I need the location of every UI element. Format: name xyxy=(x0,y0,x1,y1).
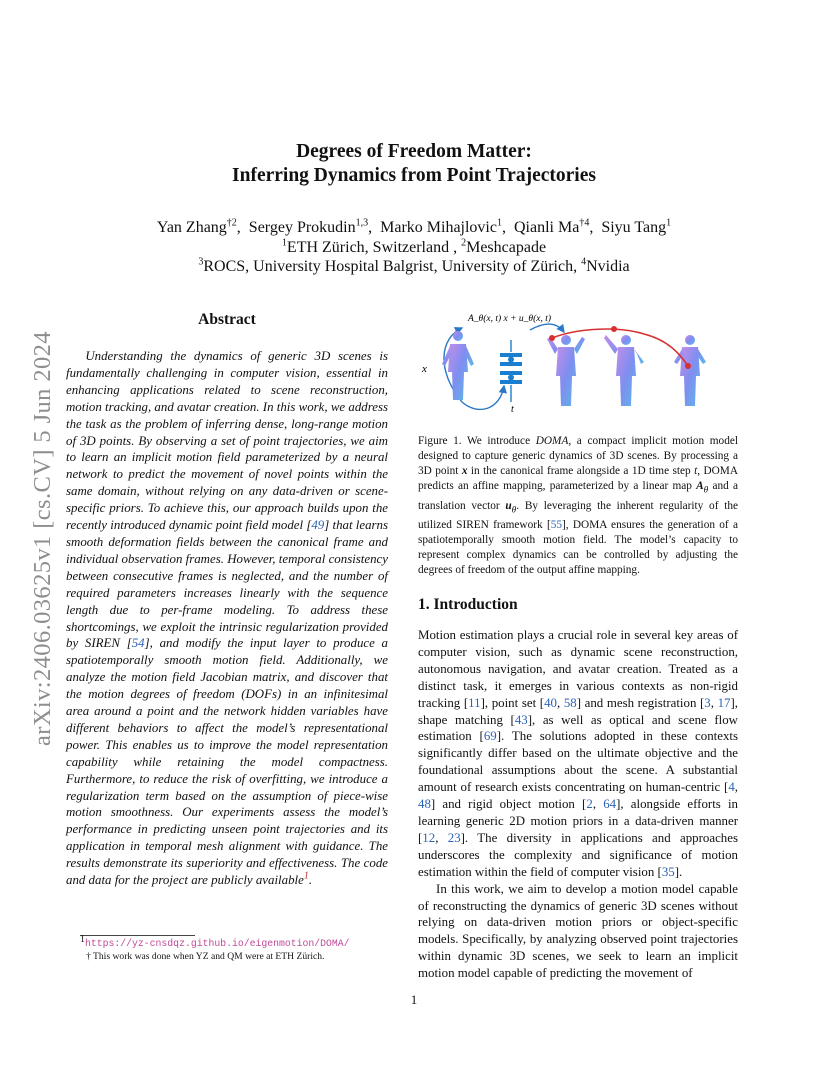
text: ]. The solutions adopted in these contexts significantly differ based on the ultimate objective and the foundational assumptions about the scene. A substantial amount of research exists concentrating on human-centric [ xyxy=(418,729,739,795)
caption-math: x xyxy=(461,465,468,478)
citation-link[interactable]: 35 xyxy=(661,864,675,879)
author-affiliation-mark: 1 xyxy=(666,217,672,229)
footnote-link[interactable]: 1 xyxy=(303,870,309,882)
text: ], as well as optical and scene flow estimation [ xyxy=(418,712,738,744)
text: ], shape matching [ xyxy=(418,695,738,727)
footnotes xyxy=(80,933,400,963)
caption-math-sub: θ xyxy=(703,485,709,496)
author-name: Siyu Tang xyxy=(601,219,667,236)
footnote-divider xyxy=(80,935,195,936)
abstract-heading: Abstract xyxy=(198,311,256,328)
t-label: t xyxy=(511,404,514,415)
paragraph xyxy=(418,627,738,881)
citation-link[interactable]: 69 xyxy=(483,729,497,744)
caption-text: in the canonical frame alongside a 1D time step xyxy=(467,465,695,478)
citation-link[interactable]: 4 xyxy=(728,780,735,795)
section-heading-introduction: 1. Introduction xyxy=(418,596,518,613)
page-number: 1 xyxy=(410,992,418,1007)
author-name: Qianli Ma xyxy=(513,219,580,236)
introduction-text xyxy=(418,627,738,982)
caption-text: . By leveraging the inherent regularity of the utilized SIREN framework [ xyxy=(418,499,738,531)
citation-link[interactable]: 43 xyxy=(514,712,528,727)
trajectory-point xyxy=(685,363,691,369)
title-line-1: Degrees of Freedom Matter: xyxy=(296,141,532,162)
caption-text: Figure 1. We introduce xyxy=(418,435,536,447)
project-url-link[interactable]: https://yz-cnsdqz.github.io/eigenmotion/DOMA/ xyxy=(85,938,350,949)
affiliation: Meshcapade xyxy=(466,238,547,256)
citation-link[interactable]: 17 xyxy=(717,695,731,710)
citation-link[interactable]: 12 xyxy=(422,830,436,845)
canonical-human-figure xyxy=(442,331,474,400)
author-affiliation-mark: 1,3 xyxy=(355,217,369,229)
citation-link[interactable]: 55 xyxy=(550,518,562,531)
siren-network-icon xyxy=(500,340,522,402)
input-arrow xyxy=(462,386,504,409)
footnote-2: † This work was done when YZ and QM were at ETH Zürich. xyxy=(86,950,325,962)
abstract-text-segment: ] that learns smooth deformation fields between the canonical frame and individual observation frames. However, temporal consistency between consecutive frames is neglected, and the number of required parameters increases linearly with the sequence length due to per-frame modeling. To address these shortcomings, we exploit the intrinsic regularization provided by SIREN [ xyxy=(66,518,388,651)
abstract-text-segment: ], and modify the input layer to produce a spatiotemporally smooth motion field. Additionally, we analyze the motion field Jacobian matrix, and discover that the motion degrees of freedom (DOFs) in an infinitesimal area around a point and the network hidden variables have different behaviors to affect the model’s representational power. This enables us to improve the model representation capability while retaining the model compactness. Furthermore, to reduce the risk of overfitting, we introduce a regularization term based on the assumption of piece-wise motion smoothness. Our experiments assess the model’s performance in predicting unseen point trajectories and its application in temporal mesh alignment with guidance. The results demonstrate its superiority and effectiveness. The code and data for the project are publicly available xyxy=(66,636,388,888)
text: , xyxy=(710,695,718,710)
arxiv-stamp xyxy=(30,298,56,746)
author-name: Yan Zhang xyxy=(156,219,227,236)
figure-1-diagram xyxy=(418,310,738,432)
caption-math: A xyxy=(696,480,704,493)
author-affiliation-mark: 1 xyxy=(496,217,502,229)
citation-link[interactable]: 3 xyxy=(704,695,711,710)
figure-1-caption xyxy=(418,434,738,578)
affiliation: ROCS, University Hospital Balgrist, University of Zürich, xyxy=(203,258,578,275)
caption-text: and a translation vector xyxy=(418,480,738,512)
abstract-text-segment: . xyxy=(308,873,313,888)
text: ] and rigid object motion [ xyxy=(430,797,587,812)
caption-math: t xyxy=(694,465,698,478)
text: , xyxy=(556,695,564,710)
x-label: x xyxy=(422,363,427,375)
caption-text: , DOMA predicts an affine mapping, parameterized by a linear map xyxy=(418,465,739,493)
paragraph: In this work, we aim to develop a motion model capable of reconstructing the dynamics of generic 3D scenes without relying on data-driven motion priors or object-specific models. Specifically, by analyzing observed point trajectories within dynamic 3D scenes, we seek to learn an implicit motion model capable of predicting the movement of xyxy=(418,881,738,981)
paper-title xyxy=(0,140,828,188)
citation-link[interactable]: 54 xyxy=(131,636,145,651)
arxiv-stamp-text: arXiv:2406.03625v1 [cs.CV] 5 Jun 2024 xyxy=(29,331,56,746)
footnote-mark: 1 xyxy=(80,933,85,945)
citation-link[interactable]: 23 xyxy=(447,830,461,845)
citation-link[interactable]: 64 xyxy=(603,797,617,812)
deformed-human-figure-1 xyxy=(547,335,585,406)
caption-text: ], DOMA ensures the generation of a spatiotemporally smooth motion field. The model’s capacity to represent complex dynamics can be controlled by adjusting the degrees of freedom of the output affine mapping. xyxy=(418,518,738,577)
citation-link[interactable]: 2 xyxy=(586,797,593,812)
text: Motion estimation plays a crucial role in several key areas of computer vision, such as dynamic scene reconstruction, autonomous navigation, and avatar creation. Treated as a distinct task, it emerges in various contexts as non-rigid tracking [ xyxy=(418,628,738,710)
trajectory-point xyxy=(611,326,617,332)
citation-link[interactable]: 49 xyxy=(311,518,325,533)
affiliation-mark: 3 xyxy=(198,256,204,268)
caption-math: u xyxy=(505,499,512,512)
output-arrow xyxy=(530,324,564,332)
text: ], point set [ xyxy=(480,695,545,710)
deformed-human-figure-2 xyxy=(604,335,644,406)
author-list: Yan Zhang$^{\dagger 2}$, Sergey Prokudin$^{1,3}$, Marko Mihajlovic$^1$, Qianli Ma$^{\dagger 4}$, Siyu Tang$^1$ xyxy=(156,217,672,236)
text: ] and mesh registration [ xyxy=(576,695,705,710)
affiliation-mark: 4 xyxy=(581,256,587,268)
text: , xyxy=(734,780,738,795)
footnote-1 xyxy=(80,933,400,951)
author-name: Marko Mihajlovic xyxy=(380,219,497,236)
text: , xyxy=(435,830,448,845)
author-name: Sergey Prokudin xyxy=(248,219,356,236)
citation-link[interactable]: 48 xyxy=(418,797,431,812)
affiliation-mark: 1 xyxy=(281,237,287,249)
text: ], alongside efforts in learning generic 2D motion priors in a data-driven manner [ xyxy=(418,797,738,845)
title-line-2: Inferring Dynamics from Point Trajectories xyxy=(232,165,596,186)
caption-math-sub: θ xyxy=(511,504,517,515)
text: ]. xyxy=(674,864,683,879)
text: ]. The diversity in applications and approaches underscores the complexity and significance of motion estimation within the field of computer vision [ xyxy=(418,830,738,879)
abstract-text xyxy=(66,348,388,889)
affiliation: Nvidia xyxy=(586,258,630,275)
author-affiliation-mark: †2 xyxy=(226,217,237,229)
trajectory-point xyxy=(549,335,555,341)
citation-link[interactable]: 40 xyxy=(544,695,557,710)
text: , xyxy=(592,797,604,812)
caption-text: , a compact implicit motion model designed to capture generic dynamics of 3D scenes. By processing a 3D point xyxy=(418,435,738,478)
affiliation: ETH Zürich, Switzerland , xyxy=(286,238,458,256)
citation-link[interactable]: 11 xyxy=(468,695,481,710)
author-block xyxy=(0,218,828,277)
figure-1 xyxy=(418,310,738,432)
affiliation-mark: 2 xyxy=(461,237,467,249)
affiliation-line-2 xyxy=(0,257,828,277)
affiliation-line-1 xyxy=(0,238,828,258)
citation-link[interactable]: 58 xyxy=(563,695,577,710)
deformed-human-figure-3 xyxy=(674,335,706,406)
caption-term: DOMA xyxy=(535,435,569,447)
author-affiliation-mark: †4 xyxy=(579,217,590,229)
abstract-text-segment: Understanding the dynamics of generic 3D scenes is fundamentally challenging in computer vision, essential in enhancing applications related to scene reconstruction, motion tracking, and avatar creation. In this work, we address the task as the problem of inferring dense, long-range motion of 3D points. By observing a set of point trajectories, we aim to learn an implicit motion field parameterized by a neural network to predict the movement of novel points within the same domain, without relying on any data-driven or scene-specific priors. To achieve this, our approach builds upon the recently introduced dynamic point field model [ xyxy=(66,349,389,533)
affine-formula: A_θ(x, t) x + u_θ(x, t) xyxy=(468,314,552,324)
